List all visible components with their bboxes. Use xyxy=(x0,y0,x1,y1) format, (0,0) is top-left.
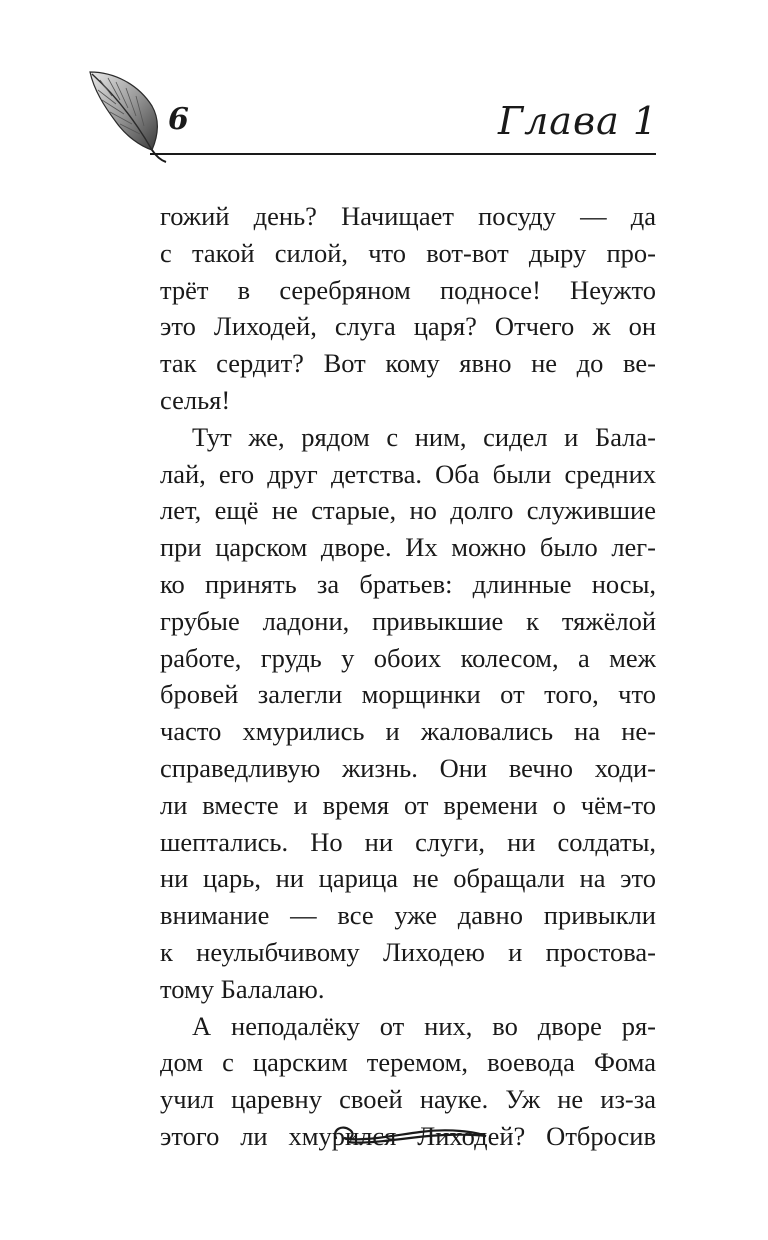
chapter-title: Глава 1 xyxy=(497,99,658,143)
text-line: с такой силой, что вот-вот дыру про- xyxy=(160,237,656,268)
text-line: внимание — все уже давно привыкли xyxy=(160,900,656,931)
text-line: лай, его друг детства. Оба были средних xyxy=(160,458,656,489)
text-line: грубые ладони, привыкшие к тяжёлой xyxy=(160,605,656,636)
text-line: бровей залегли морщинки от того, что xyxy=(160,679,656,710)
text-line: при царском дворе. Их можно было лег- xyxy=(160,532,656,563)
page-header xyxy=(0,0,768,170)
text-line: ко принять за братьев: длинные носы, xyxy=(160,568,656,599)
text-line: ни царь, ни царица не обращали на это xyxy=(160,863,656,894)
text-line: селья! xyxy=(160,384,231,415)
text-line: дом с царским теремом, воевода Фома xyxy=(160,1047,656,1078)
text-line: к неулыбчивому Лиходею и простова- xyxy=(160,936,656,967)
page-number: 6 xyxy=(168,102,189,137)
text-line: справедливую жизнь. Они вечно ходи- xyxy=(160,752,656,783)
text-line: ли вместе и время от времени о чём-то xyxy=(160,789,656,820)
text-line: шептались. Но ни слуги, ни солдаты, xyxy=(160,826,656,857)
text-line: трёт в серебряном подносе! Неужто xyxy=(160,274,656,305)
text-line: А неподалёку от них, во дворе ря- xyxy=(192,1010,656,1041)
text-line: учил царевну своей науке. Уж не из-за xyxy=(160,1084,656,1115)
text-line: работе, грудь у обоих колесом, а меж xyxy=(160,642,656,673)
text-line: гожий день? Начищает посуду — да xyxy=(160,201,656,231)
header-rule xyxy=(150,153,656,155)
flourish-ornament-icon xyxy=(330,1112,492,1156)
body-text xyxy=(160,198,656,1155)
feather-quill-icon xyxy=(86,66,178,164)
text-line: лет, ещё не старые, но долго служившие xyxy=(160,495,656,526)
text-line: это Лиходей, слуга царя? Отчего ж он xyxy=(160,311,656,342)
text-line: Тут же, рядом с ним, сидел и Бала- xyxy=(192,421,656,452)
text-line: часто хмурились и жаловались на не- xyxy=(160,716,656,747)
text-line: так сердит? Вот кому явно не до ве- xyxy=(160,348,656,379)
text-line: этого ли хмурился Лиходей? Отбросив xyxy=(160,1120,656,1151)
text-line: тому Балалаю. xyxy=(160,973,325,1004)
